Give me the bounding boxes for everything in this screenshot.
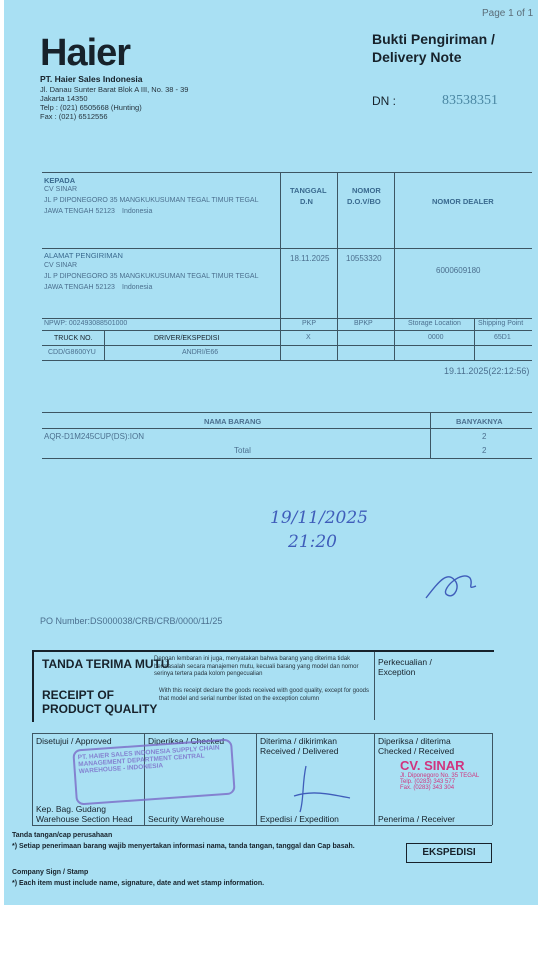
nomor-label: NOMOR: [352, 186, 381, 195]
divider: [42, 412, 532, 413]
bpkp-header: BPKP: [354, 320, 373, 327]
nomor-sub: D.O.V/BO: [347, 197, 381, 206]
npwp: NPWP: 002493088501000: [44, 320, 128, 327]
checked-received-label: Diperiksa / diterima Checked / Received: [378, 736, 455, 756]
truck-label: TRUCK NO.: [54, 335, 93, 342]
divider: [492, 733, 493, 825]
shipping-country: Indonesia: [122, 284, 153, 291]
handwritten-date: 19/11/2025: [270, 508, 368, 528]
po-number: PO Number:DS000038/CRB/CRB/0000/11/25: [40, 616, 223, 626]
divider: [42, 458, 532, 459]
courier-signature-icon: [276, 760, 356, 814]
divider: [42, 330, 532, 331]
driver-label: DRIVER/EKSPEDISI: [154, 335, 220, 342]
shipping-address: JL P DIPONEGORO 35 MANGKUKUSUMAN TEGAL TIMUR TEGAL: [44, 273, 259, 280]
divider: [32, 825, 492, 826]
divider: [374, 652, 375, 720]
recipient-address: JL P DIPONEGORO 35 MANGKUKUSUMAN TEGAL TIMUR TEGAL: [44, 197, 259, 204]
divider: [42, 428, 532, 429]
haier-warehouse-stamp: PT. HAIER SALES INDONESIA SUPPLY CHAIN MANAGEMENT DEPARTMENT CENTRAL WAREHOUSE - INDONESIA: [72, 738, 236, 805]
nomor-value: 10553320: [346, 254, 382, 263]
shipping-point-value: 65D1: [494, 334, 511, 341]
divider: [280, 172, 281, 360]
recipient-country: Indonesia: [122, 208, 153, 215]
divider: [104, 330, 105, 360]
tanggal-sub: D.N: [300, 197, 313, 206]
divider: [42, 248, 532, 249]
dn-number: 83538351: [442, 93, 498, 108]
sign-stamp-label: Tanda tangan/cap perusahaan: [12, 832, 113, 839]
pkp-header: PKP: [302, 320, 317, 327]
divider: [256, 733, 257, 825]
sign-note: *) Setiap penerimaan barang wajib menyertakan informasi nama, tanda tangan, tanggal dan Cap basah.: [12, 843, 355, 850]
recipient-label: KEPADA: [44, 176, 76, 185]
company-sign-label: Company Sign / Stamp: [12, 869, 89, 876]
recipient-name: CV SINAR: [44, 186, 78, 193]
dealer-label: NOMOR DEALER: [432, 197, 494, 206]
item-row-qty: 2: [482, 432, 487, 441]
recipient-address-2: JAWA TENGAH 52123: [44, 208, 115, 215]
receipt-title-en: RECEIPT OF PRODUCT QUALITY: [42, 688, 158, 716]
tanggal-label: TANGGAL: [290, 186, 327, 195]
item-name-header: NAMA BARANG: [204, 417, 262, 426]
address-line: Jl. Danau Sunter Barat Blok A III, No. 38 - 39: [40, 85, 189, 94]
shipping-address-2: JAWA TENGAH 52123: [44, 284, 115, 291]
shipping-point-header: Shipping Point: [478, 320, 524, 327]
exception-label: Perkecualian / Exception: [378, 657, 432, 677]
receipt-text-id: Dengan lembaran ini juga, menyatakan bahwa barang yang diterima tidak bermasalah secara manajemen mutu, kecuali barang yang model dan nomor serinya tertera pada kolom pengecualian: [154, 656, 359, 677]
handwritten-signature-icon: [418, 560, 488, 610]
receipt-title-id: TANDA TERIMA MUTU: [42, 657, 170, 671]
print-timestamp: 19.11.2025(22:12:56): [444, 366, 530, 376]
each-item-note: *) Each item must include name, signature, date and wet stamp information.: [12, 880, 265, 887]
item-qty-header: BANYAKNYA: [456, 417, 503, 426]
company-name: PT. Haier Sales Indonesia: [40, 74, 143, 84]
total-label: Total: [234, 446, 251, 455]
driver-value: ANDRI/E66: [182, 349, 219, 356]
warehouse-head-label: Kep. Bag. Gudang Warehouse Section Head: [36, 804, 133, 824]
cv-sinar-stamp: [382, 758, 486, 810]
copy-label: EKSPEDISI: [406, 843, 492, 863]
document-title: [372, 30, 495, 66]
divider: [32, 733, 492, 734]
divider: [337, 172, 338, 360]
address-line: Jakarta 14350: [40, 94, 88, 103]
page-number: Page 1 of 1: [482, 8, 534, 19]
stamp-company: CV. SINAR: [400, 758, 465, 773]
divider: [374, 733, 375, 825]
storage-location-header: Storage Location: [408, 320, 461, 327]
approved-label: Disetujui / Approved: [36, 736, 112, 746]
divider: [32, 733, 33, 825]
receipt-text-en: With this receipt declare the goods received with good quality, except for goods that model and serial number listed on the exception column: [159, 688, 370, 702]
truck-value: CDD/G8600YU: [48, 349, 96, 356]
shipping-label: ALAMAT PENGIRIMAN: [44, 251, 123, 260]
fax-line: Fax : (021) 6512556: [40, 112, 108, 121]
stamp-fax: Fax. (0283) 343 304: [400, 785, 455, 791]
dn-label: DN :: [372, 94, 396, 108]
phone-line: Telp : (021) 6505668 (Hunting): [40, 103, 142, 112]
company-address: [40, 85, 240, 121]
shipping-name: CV SINAR: [44, 262, 78, 269]
haier-logo: Haier: [40, 32, 131, 74]
pkp-value: X: [306, 334, 311, 341]
divider: [42, 345, 532, 346]
receiver-label: Penerima / Receiver: [378, 814, 456, 824]
security-warehouse-label: Security Warehouse: [148, 814, 225, 824]
divider: [42, 318, 532, 319]
stamp-phone: Telp. (0283) 343 577: [400, 779, 456, 785]
dealer-value: 6000609180: [436, 266, 481, 275]
checked-label: Diperiksa / Checked: [148, 736, 225, 746]
divider: [42, 360, 532, 361]
divider: [430, 412, 431, 458]
title-line-2: Delivery Note: [372, 49, 462, 65]
expedition-label: Expedisi / Expedition: [260, 814, 339, 824]
stamp-address: Jl. Diponegoro No. 35 TEGAL: [400, 773, 480, 779]
divider: [394, 172, 395, 360]
title-line-1: Bukti Pengiriman /: [372, 31, 495, 47]
received-delivered-label: Diterima / dikirimkan Received / Delivered: [260, 736, 339, 756]
tanggal-value: 18.11.2025: [290, 254, 330, 263]
item-row-name: AQR-D1M245CUP(DS):ION: [44, 432, 145, 441]
handwritten-time: 21:20: [288, 532, 337, 552]
divider: [474, 318, 475, 360]
delivery-note-sheet: [4, 0, 538, 905]
divider: [42, 172, 532, 173]
total-qty: 2: [482, 446, 487, 455]
storage-location-value: 0000: [428, 334, 444, 341]
